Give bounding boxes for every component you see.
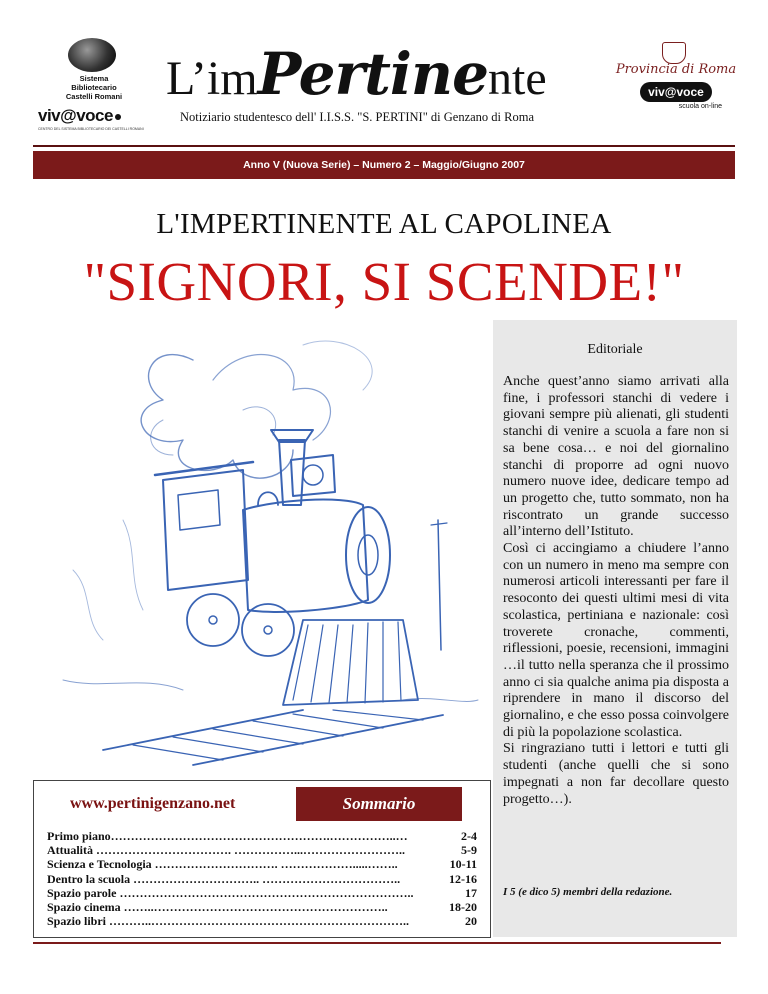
sommario-title: Sommario — [296, 787, 462, 821]
toc-item[interactable] — [47, 829, 477, 843]
toc-item[interactable] — [47, 857, 477, 871]
masthead — [162, 38, 602, 138]
toc-label: Spazio cinema ……..………………………………………………….. — [47, 900, 388, 915]
website-link[interactable]: www.pertinigenzano.net — [70, 795, 236, 812]
toc-item[interactable] — [47, 900, 477, 914]
brand-text: viv@voce — [38, 106, 113, 125]
provincia-name: Provincia di Roma — [615, 62, 737, 77]
locomotive-illustration — [43, 320, 483, 770]
toc-item[interactable] — [47, 872, 477, 886]
toc-pages: 2-4 — [461, 829, 477, 843]
org-name — [38, 74, 150, 101]
bottom-rule — [33, 942, 721, 944]
toc-item[interactable] — [47, 843, 477, 857]
toc-pages: 10-11 — [449, 857, 477, 872]
locomotive-sketch — [43, 320, 483, 770]
fine-print: CENTRO DEL SISTEMA BIBLIOTECARIO DEI CASTELLI ROMANI — [38, 127, 144, 131]
toc-pages: 12-16 — [449, 871, 477, 886]
toc-label: Primo piano……………………………………………….……………..… — [47, 829, 408, 843]
toc-pages: 17 — [465, 885, 477, 900]
toc-label: Attualità ……………………………. ……………...…………………….. — [47, 843, 405, 858]
editorial-paragraph: Anche quest’anno siamo arrivati alla fine, i professori stanchi di vedere i giovani sempre più alienati, gli studenti stanchi di venire a scuola a fare non si sa bene cosa… e noi del giornalino stanchi di proporre ad ogni nuovo numero nuove idee, dedicare tempo ad un progetto che, tutto sommato, non ha riscontrato un grande successo all’interno dell’Istituto. — [503, 374, 729, 540]
table-of-contents — [47, 829, 477, 928]
vivavoce-brand — [38, 106, 121, 126]
toc-item[interactable] — [47, 914, 477, 928]
provincia-logo — [612, 40, 740, 140]
title-suffix: nte — [488, 52, 547, 105]
newspaper-subtitle: Notiziario studentesco dell' I.I.S.S. "S. PERTINI" di Genzano di Roma — [180, 110, 535, 124]
sistema-bibliotecario-logo — [38, 38, 150, 138]
toc-label: Scienza e Tecnologia …………………………. ……………….....…….. — [47, 857, 398, 872]
kicker-headline: L'IMPERTINENTE AL CAPOLINEA — [156, 208, 612, 240]
sommario-box — [33, 780, 491, 938]
editorial-paragraph: Si ringraziano tutti i lettori e tutti gli studenti (anche quelli che si sono impegnati a non far decollare questo progetto…). — [503, 741, 729, 807]
org-line: Castelli Romani — [65, 92, 123, 101]
title-script-1: Pertin — [257, 40, 453, 108]
toc-pages: 5-9 — [461, 843, 477, 858]
title-script-2: e — [452, 40, 488, 108]
crest-icon — [662, 42, 686, 64]
top-rule — [33, 145, 735, 147]
toc-label: Spazio parole ……………………………………………………………….. — [47, 885, 414, 900]
editorial-panel — [493, 320, 737, 937]
dot-icon — [115, 114, 121, 120]
toc-pages: 20 — [465, 914, 477, 929]
org-line: Sistema — [79, 74, 109, 83]
toc-label: Dentro la scuola ………………………….. …………………………….. — [47, 871, 401, 886]
vivavoce-sub: scuola on-line — [678, 103, 722, 110]
toc-pages: 18-20 — [449, 900, 477, 915]
editorial-paragraph: Così ci accingiamo a chiudere l’anno con un numero in meno ma sempre con numerosi articoli interessanti per fare il resoconto dei questi ultimi mesi di vita scolastica, pertiniana e nazionale: così troverete cronache, commenti, riflessioni, poesie, recensioni, immagini …il tutto nella speranza che il prossimo anno ci sia qualche anima pia disposta a riprendere in mano il discorso del giornalino, e che esso possa coinvolgere di più la popolazione scolastica. — [503, 541, 729, 740]
title-prefix: L’im — [166, 52, 258, 105]
editorial-body — [503, 374, 729, 808]
globe-icon — [68, 38, 116, 72]
editorial-title: Editoriale — [587, 342, 643, 357]
toc-item[interactable] — [47, 886, 477, 900]
org-line: Bibliotecario — [71, 83, 117, 92]
main-headline: "SIGNORI, SI SCENDE!" — [83, 251, 685, 312]
vivavoce-badge: viv@voce — [640, 82, 712, 102]
editorial-signature: I 5 (e dico 5) membri della redazione. — [503, 886, 673, 898]
newspaper-title — [166, 40, 547, 109]
toc-label: Spazio libri ………..……………………………………………………….. — [47, 914, 410, 929]
issue-bar: Anno V (Nuova Serie) – Numero 2 – Maggio/Giugno 2007 — [33, 151, 735, 179]
